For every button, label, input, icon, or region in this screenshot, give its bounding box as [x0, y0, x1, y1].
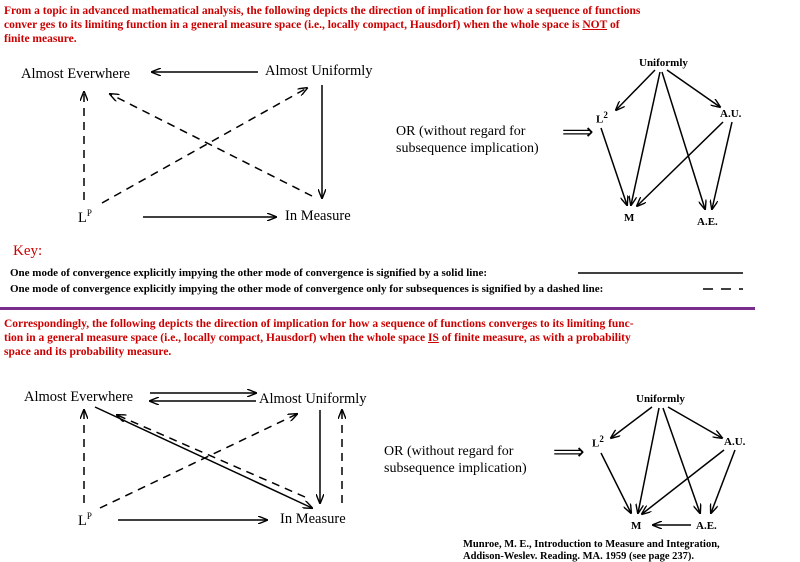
not-emphasis: NOT: [582, 19, 608, 31]
top-or-line-2: subsequence implication): [396, 141, 539, 156]
bottom-small-l2-base: L: [592, 437, 600, 450]
top-lp-base: L: [78, 209, 87, 226]
second-intro-line-2a: tion in a general measure space (i.e., locally compact, Hausdorf) when the whole space: [4, 332, 428, 344]
bottom-lp-sup: P: [86, 511, 92, 521]
key-dashed-text: One mode of convergence explicitly impying the other mode of convergence only for subsequences is signified by a dashed line:: [10, 283, 604, 295]
second-intro-line-3: space and its probability measure.: [4, 346, 172, 358]
bottom-small-ae: A.E.: [696, 520, 717, 532]
citation-line-2: Addison-Weslev. Reading. MA. 1959 (see page 237).: [463, 551, 694, 562]
bottom-small-au: A.U.: [724, 436, 746, 448]
bottom-or-line-1: OR (without regard for: [384, 444, 514, 459]
key-solid-text: One mode of convergence explicitly impying the other mode of convergence is signified by a solid line:: [10, 267, 488, 279]
top-uni-to-au: [667, 70, 720, 107]
bottom-uni-to-l2: [611, 407, 652, 438]
top-lp-sup: P: [86, 208, 92, 218]
top-small-uniformly: Uniformly: [639, 57, 688, 69]
second-intro-line-1: Correspondingly, the following depicts the direction of implication for how a sequence of functions converges to its limiting func-: [4, 318, 634, 330]
is-emphasis: IS: [427, 332, 439, 344]
bottom-or-line-2: subsequence implication): [384, 461, 527, 476]
bottom-uni-to-m: [638, 408, 659, 513]
top-almost-everywhere: Almost Everwhere: [21, 66, 131, 82]
top-uni-to-m: [631, 72, 660, 205]
citation-line-1: Munroe, M. E., Introduction to Measure and Integration,: [463, 539, 720, 550]
top-small-l2-base: L: [596, 113, 604, 126]
top-implies-arrow: ⟹: [562, 119, 594, 144]
top-small-l2-sup: 2: [603, 110, 608, 120]
top-or-line-1: OR (without regard for: [396, 124, 526, 139]
top-small-ae: A.E.: [697, 216, 718, 228]
bottom-uni-to-ae: [663, 408, 700, 513]
intro-line-3: finite measure.: [4, 33, 77, 45]
bottom-au-to-m: [642, 450, 724, 514]
second-intro-line-2b: of finite measure, as with a probability: [438, 332, 631, 344]
top-small-m: M: [624, 212, 635, 224]
intro-line-2b: of: [607, 19, 620, 31]
top-almost-uniformly: Almost Uniformly: [265, 63, 373, 79]
bottom-uni-to-au: [668, 407, 722, 438]
top-l2-to-m: [601, 128, 627, 205]
bottom-in-measure: In Measure: [280, 511, 346, 527]
top-small-au: A.U.: [720, 108, 742, 120]
intro-line-2a: conver ges to its limiting function in a general measure space (i.e., locally compact, Hausdorf) when the whole space is: [4, 19, 583, 31]
bottom-almost-uniformly: Almost Uniformly: [259, 391, 367, 407]
top-in-measure: In Measure: [285, 208, 351, 224]
bottom-l2-to-m: [601, 453, 631, 513]
top-au-to-m: [637, 122, 723, 206]
intro-line-1: From a topic in advanced mathematical analysis, the following depicts the direction of implication for how a sequence of functions: [4, 5, 641, 17]
bottom-almost-everywhere: Almost Everwhere: [24, 389, 134, 405]
bottom-small-m: M: [631, 520, 642, 532]
top-uni-to-l2: [616, 70, 655, 110]
bottom-small-l2-sup: 2: [599, 434, 604, 444]
bottom-lp-to-au-dashed: [100, 414, 297, 508]
bottom-implies-arrow: ⟹: [553, 439, 585, 464]
bottom-lp-base: L: [78, 512, 87, 529]
top-au-to-ae: [712, 122, 732, 209]
bottom-measure-to-ae-dashed: [117, 415, 305, 497]
key-title: Key:: [13, 243, 43, 259]
bottom-small-uniformly: Uniformly: [636, 393, 685, 405]
bottom-au-to-ae: [711, 450, 735, 513]
